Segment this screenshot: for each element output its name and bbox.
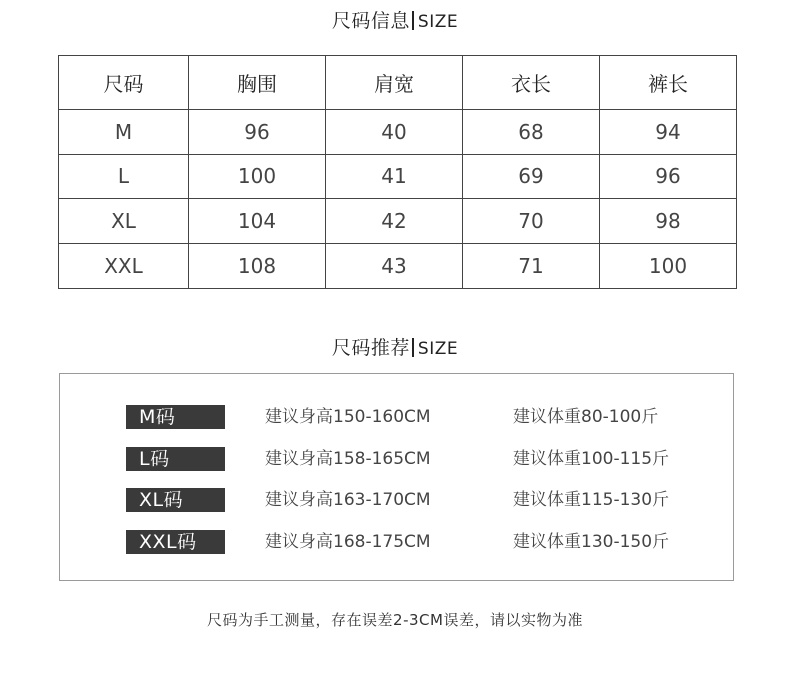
- table-row: [59, 154, 737, 199]
- height-recommendation: 建议身高163-170CM: [265, 490, 431, 510]
- table-row: [59, 199, 737, 244]
- column-header-shoulder: 肩宽: [326, 56, 463, 110]
- size-recommend-title-en: SIZE: [417, 339, 459, 359]
- size-recommend-title: 尺码推荐: [331, 337, 410, 359]
- weight-recommendation: 建议体重100-115斤: [513, 449, 670, 469]
- height-recommendation: 建议身高158-165CM: [265, 449, 431, 469]
- weight-recommendation: 建议体重115-130斤: [513, 490, 670, 510]
- size-info-title: 尺码信息: [331, 10, 410, 32]
- table-cell: 71: [463, 244, 600, 289]
- table-cell: 100: [600, 244, 737, 289]
- heading-divider: [412, 11, 414, 30]
- column-header-length: 衣长: [463, 56, 600, 110]
- recommend-row-m: [60, 405, 735, 431]
- table-cell: 108: [189, 244, 326, 289]
- recommend-row-xl: [60, 488, 735, 514]
- table-cell: 96: [189, 109, 326, 154]
- table-cell: 104: [189, 199, 326, 244]
- table-cell: M: [59, 109, 189, 154]
- weight-recommendation: 建议体重80-100斤: [513, 407, 659, 427]
- table-cell: 69: [463, 154, 600, 199]
- table-cell: 40: [326, 109, 463, 154]
- table-cell: 42: [326, 199, 463, 244]
- table-cell: 96: [600, 154, 737, 199]
- size-tag: L码: [126, 447, 225, 471]
- measurement-note: 尺码为手工测量，存在误差2-3CM误差，请以实物为准: [207, 611, 583, 629]
- size-table: [58, 55, 737, 289]
- table-cell: 98: [600, 199, 737, 244]
- weight-recommendation: 建议体重130-150斤: [513, 532, 670, 552]
- column-header-chest: 胸围: [189, 56, 326, 110]
- table-row: [59, 109, 737, 154]
- column-header-pants-length: 裤长: [600, 56, 737, 110]
- size-recommend-heading: [0, 333, 790, 360]
- table-cell: 100: [189, 154, 326, 199]
- size-tag: XL码: [126, 488, 225, 512]
- column-header-size: 尺码: [59, 56, 189, 110]
- table-cell: 70: [463, 199, 600, 244]
- table-cell: 43: [326, 244, 463, 289]
- height-recommendation: 建议身高168-175CM: [265, 532, 431, 552]
- size-info-title-en: SIZE: [417, 12, 459, 32]
- table-cell: 94: [600, 109, 737, 154]
- table-cell: 68: [463, 109, 600, 154]
- size-tag: M码: [126, 405, 225, 429]
- size-tag: XXL码: [126, 530, 225, 554]
- table-header-row: [59, 56, 737, 110]
- table-cell: XXL: [59, 244, 189, 289]
- heading-divider: [412, 338, 414, 357]
- table-row: [59, 244, 737, 289]
- table-cell: 41: [326, 154, 463, 199]
- table-cell: XL: [59, 199, 189, 244]
- height-recommendation: 建议身高150-160CM: [265, 407, 431, 427]
- recommend-row-l: [60, 447, 735, 473]
- size-info-heading: [0, 6, 790, 33]
- table-cell: L: [59, 154, 189, 199]
- recommend-row-xxl: [60, 530, 735, 556]
- size-recommend-box: [59, 373, 734, 581]
